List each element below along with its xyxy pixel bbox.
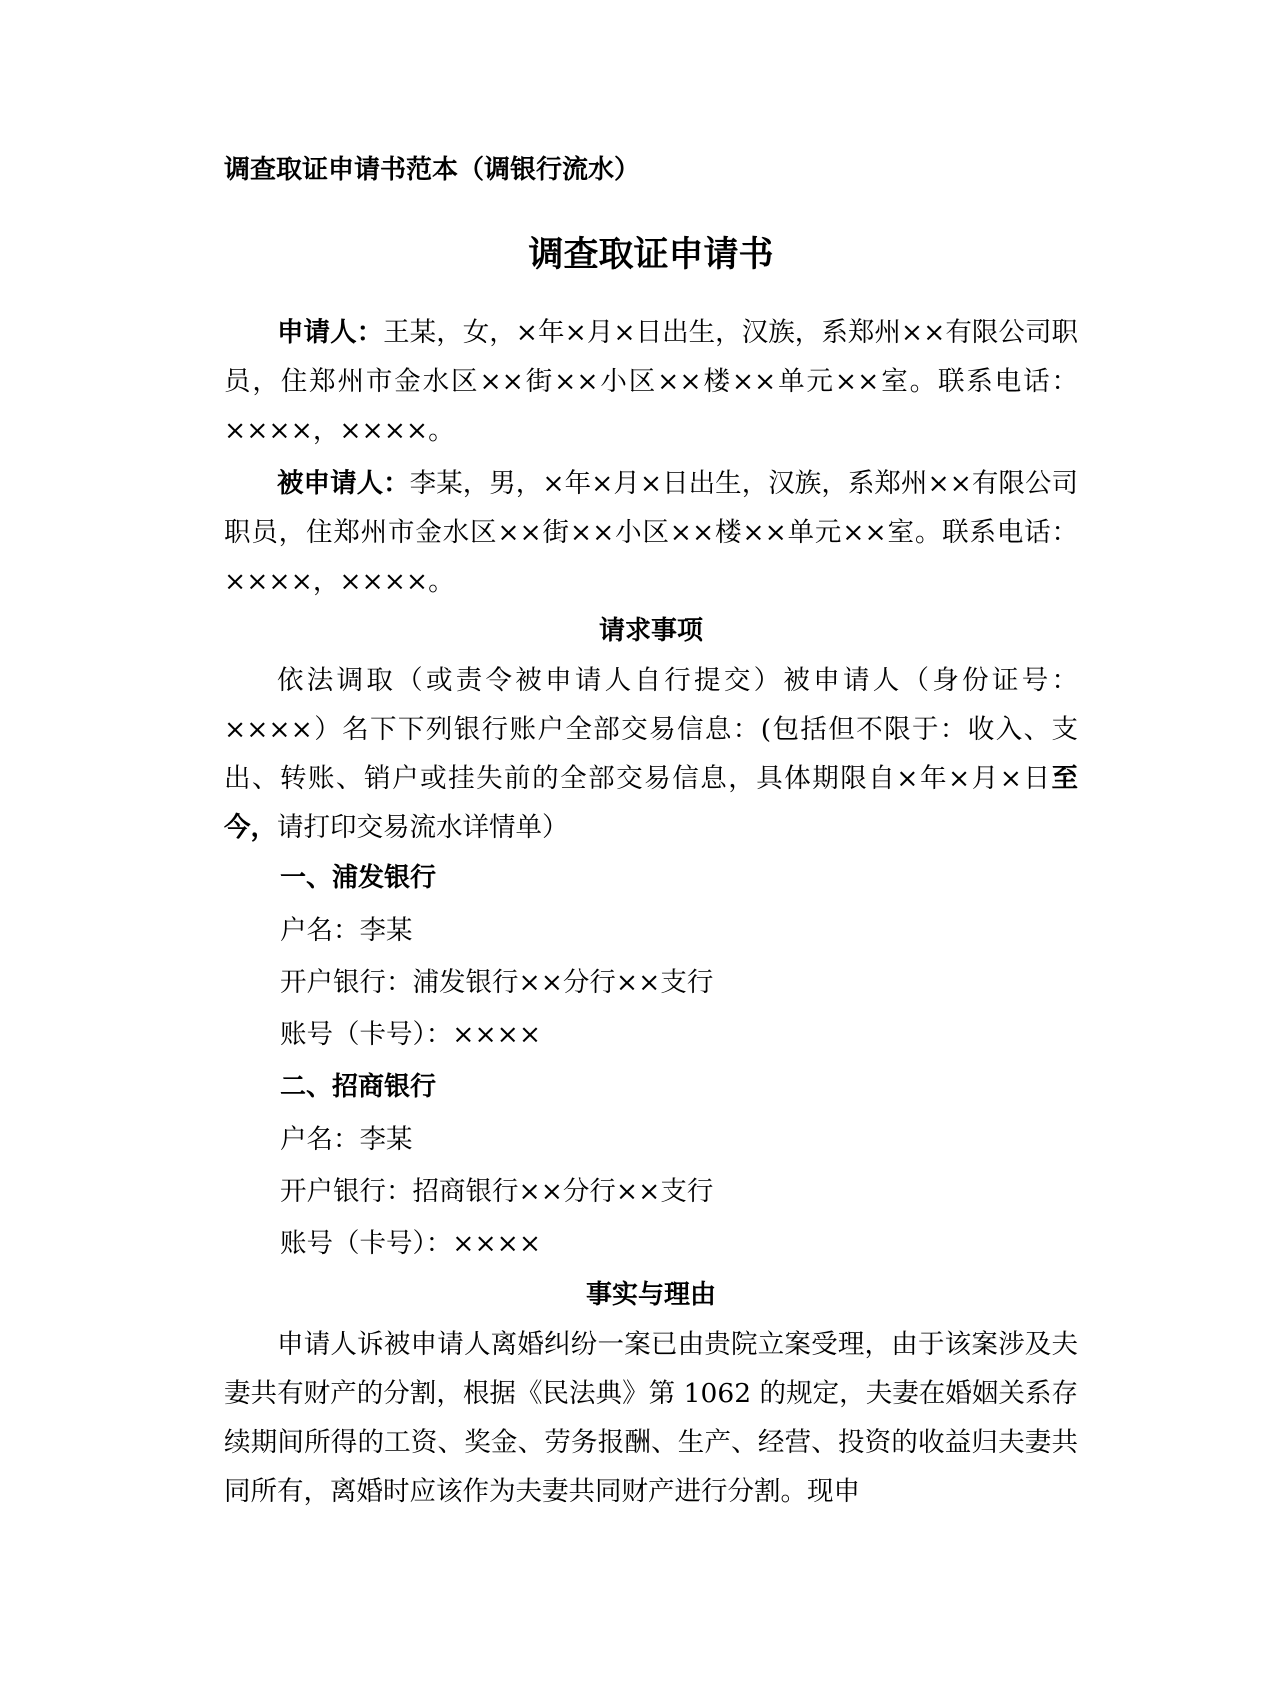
applicant-paragraph	[224, 308, 1078, 455]
bank-account-number: 账号（卡号）：××××	[280, 1019, 542, 1050]
document-label: 调查取证申请书范本（调银行流水）	[224, 155, 641, 185]
respondent-paragraph	[224, 459, 1078, 606]
bank-heading-cmb: 二、招商银行	[280, 1072, 437, 1102]
page-title: 调查取证申请书	[528, 235, 774, 275]
bank-account-number: 账号（卡号）：××××	[280, 1228, 542, 1259]
respondent-label: 被申请人：	[277, 468, 410, 499]
facts-paragraph: 申请人诉被申请人离婚纠纷一案已由贵院立案受理，由于该案涉及夫妻共有财产的分割，根据《民法典》第 1062 的规定，夫妻在婚姻关系存续期间所得的工资、奖金、劳务报酬、生产、经营、投资的收益归夫妻共同所有，离婚时应该作为夫妻共同财产进行分割。现申	[224, 1329, 1078, 1507]
request-paragraph	[224, 656, 1078, 852]
request-heading: 请求事项	[598, 616, 703, 646]
request-text-after: 请打印交易流水详情单）	[277, 812, 569, 843]
applicant-text: 王某，女，×年×月×日出生，汉族，系郑州××有限公司职员，住郑州市金水区××街××小区××楼××单元××室。联系电话：××××，××××。	[224, 317, 1078, 446]
facts-heading: 事实与理由	[585, 1280, 716, 1310]
request-text-before: 依法调取（或责令被申请人自行提交）被申请人（身份证号：××××）名下下列银行账户全部交易信息：(包括但不限于：收入、支出、转账、销户或挂失前的全部交易信息，具体期限自×年×月×日	[224, 665, 1078, 794]
bank-branch: 开户银行：招商银行××分行××支行	[280, 1176, 714, 1207]
bank-branch: 开户银行：浦发银行××分行××支行	[280, 967, 714, 998]
request-text-bold: 至今，	[224, 763, 1078, 843]
bank-account-name: 户名：李某	[280, 1124, 413, 1155]
respondent-text: 李某，男，×年×月×日出生，汉族，系郑州××有限公司职员，住郑州市金水区××街××小区××楼××单元××室。联系电话：××××，××××。	[224, 468, 1078, 597]
applicant-label: 申请人：	[277, 317, 384, 348]
bank-account-name: 户名：李某	[280, 915, 413, 946]
bank-heading-spdb: 一、浦发银行	[280, 863, 437, 893]
document-page	[224, 150, 1078, 1516]
